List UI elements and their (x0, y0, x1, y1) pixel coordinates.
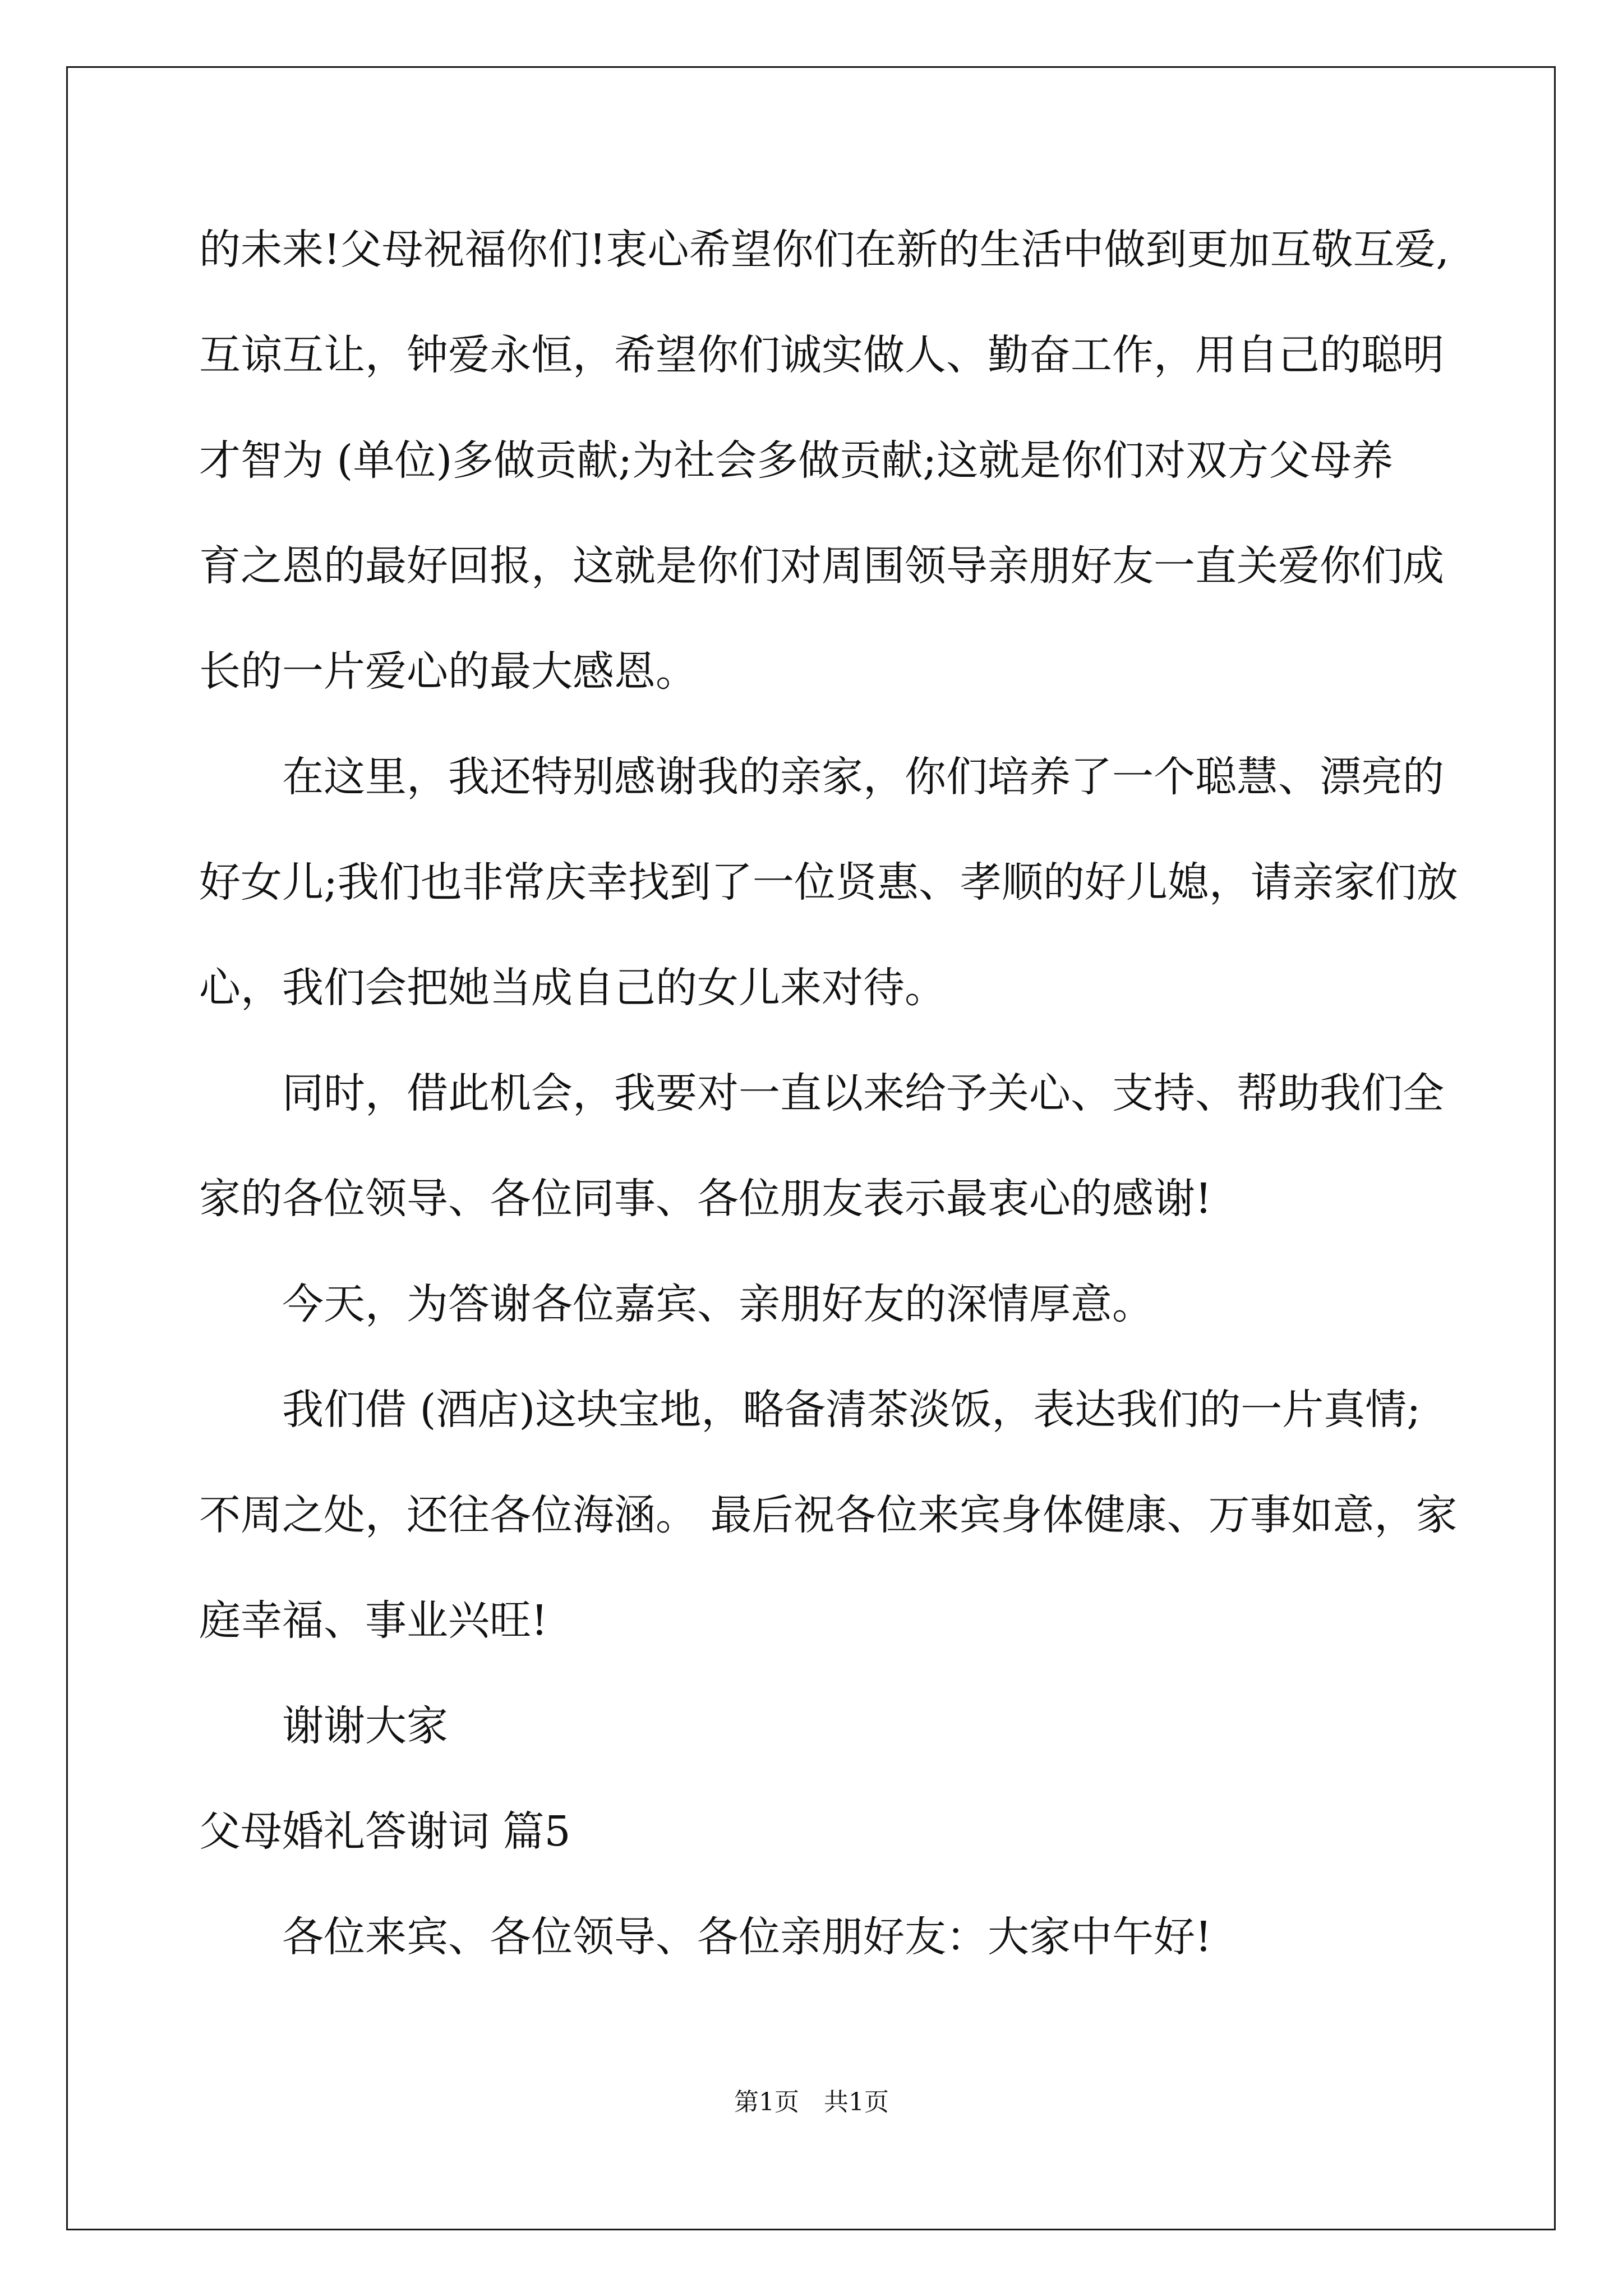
text-line: 家的各位领导、各位同事、各位朋友表示最衷心的感谢! (199, 1175, 1212, 1223)
text-line: 好女儿;我们也非常庆幸找到了一位贤惠、孝顺的好儿媳，请亲家们放 (199, 858, 1458, 907)
greeting-line: 各位来宾、各位领导、各位亲朋好友：大家中午好! (282, 1913, 1212, 1961)
text-line: 互谅互让，钟爱永恒，希望你们诚实做人、勤奋工作，用自己的聪明 (199, 331, 1444, 379)
text-line: 心，我们会把她当成自己的女儿来对待。 (199, 964, 946, 1012)
paragraph-start-line: 今天，为答谢各位嘉宾、亲朋好友的深情厚意。 (282, 1280, 1154, 1328)
closing-line: 谢谢大家 (282, 1702, 448, 1750)
paragraph-start-line: 同时，借此机会，我要对一直以来给予关心、支持、帮助我们全 (282, 1069, 1444, 1117)
text-line: 庭幸福、事业兴旺! (199, 1596, 548, 1645)
paragraph-start-line: 我们借 (酒店)这块宝地，略备清茶淡饭，表达我们的一片真情; (282, 1386, 1421, 1434)
text-line: 不周之处，还往各位海涵。 最后祝各位来宾身体健康、万事如意，家 (199, 1491, 1458, 1539)
text-line: 的未来!父母祝福你们!衷心希望你们在新的生活中做到更加互敬互爱, (199, 226, 1449, 274)
text-line: 才智为 (单位)多做贡献;为社会多做贡献;这就是你们对双方父母养 (199, 436, 1394, 485)
text-line: 育之恩的最好回报，这就是你们对周围领导亲朋好友一直关爱你们成 (199, 542, 1444, 590)
section-heading: 父母婚礼答谢词 篇5 (199, 1807, 571, 1856)
text-line: 长的一片爱心的最大感恩。 (199, 647, 697, 696)
paragraph-start-line: 在这里，我还特别感谢我的亲家，你们培养了一个聪慧、漂亮的 (282, 753, 1444, 801)
page-border (66, 66, 1556, 2230)
page-footer: 第1页 共1页 (734, 2088, 889, 2116)
